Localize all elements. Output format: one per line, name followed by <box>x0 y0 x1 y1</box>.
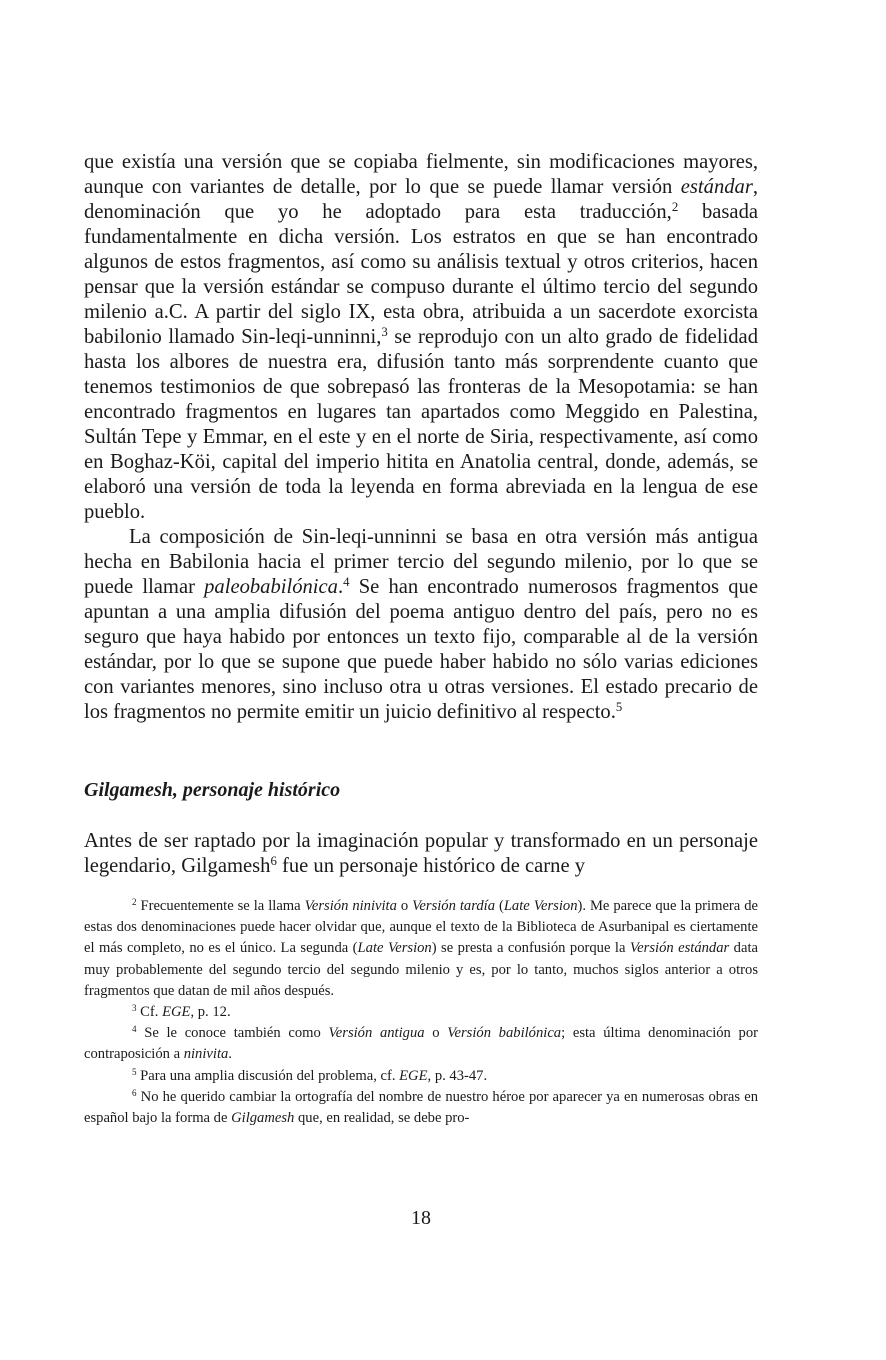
footnote-ref-5[interactable]: 5 <box>615 699 623 714</box>
page-content <box>84 150 758 1129</box>
footnotes <box>84 896 758 1129</box>
footnote-ref-4[interactable]: 4 <box>343 574 350 589</box>
footnote-ref-6[interactable]: 6 <box>270 853 277 868</box>
main-text <box>84 150 758 725</box>
footnote-6: $^6$ No he querido cambiar la ortografía del nombre de nuestro héroe por aparecer ya en numerosas obras en español bajo la forma de Gilgamesh que, en realidad, se debe pro- <box>84 1087 758 1127</box>
footnote-2: $^2$ Frecuentemente se la llama Versión ninivita o Versión tardía (Late Version). Me parece que la primera de estas dos denominaciones puede hacer olvidar que, aunque el texto de la Biblioteca de Asurbanipal es ciertamente el más completo, no es el único. La segunda (Late Version) se presta a confusión porque la Versión estándar data muy probablemente del segundo tercio del segundo milenio y es, por lo tanto, muchos siglos anterior a otros fragmentos que datan de mil años después. <box>84 897 758 999</box>
footnote-3: $^3$ Cf. EGE, p. 12. <box>132 1003 231 1021</box>
footnote-4: $^4$ Se le conoce también como Versión antigua o Versión babilónica; esta última denominación por contraposición a ninivita. <box>84 1024 758 1063</box>
page-number: 18 <box>411 1207 431 1229</box>
section-heading: Gilgamesh, personaje histórico <box>84 779 341 801</box>
footnote-5: $^5$ Para una amplia discusión del problema, cf. EGE, p. 43-47. <box>132 1066 488 1084</box>
paragraph-3: Antes de ser raptado por la imaginación popular y transformado en un personaje legendario, Gilgamesh$^6$ fue un personaje histórico de carne y <box>84 830 758 877</box>
section-body <box>84 829 758 879</box>
footnote-ref-3[interactable]: 3 <box>381 324 388 339</box>
paragraph-2: La composición de Sin-leqi-unninni se basa en otra versión más antigua hecha en Babilonia hacia el primer tercio del segundo milenio, por lo que se puede llamar paleobabilónica.$^4$ Se han encontrado numerosos fragmentos que apuntan a una amplia difusión del poema antiguo dentro del país, pero no es seguro que haya habido por entonces un texto fijo, comparable al de la versión estándar, por lo que se supone que puede haber habido no sólo varias ediciones con variantes menores, sino incluso otra u otras versiones. El estado precario de los fragmentos no permite emitir un juicio definitivo al respecto.$^5$ <box>84 526 758 723</box>
paragraph-1: que existía una versión que se copiaba fielmente, sin modificaciones mayores, aunque con variantes de detalle, por lo que se puede llamar versión estándar, denominación que yo he adoptado para esta traducción,$^2$ basada fundamentalmente en dicha versión. Los estratos en que se han encontrado algunos de estos fragmentos, así como su análisis textual y otros criterios, hacen pensar que la versión estándar se compuso durante el último tercio del segundo milenio a.C. A partir del siglo IX, esta obra, atribuida a un sacerdote exorcista babilonio llamado Sin-leqi-unninni,$^3$ se reprodujo con un alto grado de fidelidad hasta los albores de nuestra era, difusión tanto más sorprendente cuanto que tenemos testimonios de que sobrepasó las fronteras de la Mesopotamia: se han encontrado fragmentos en lugares tan apartados como Meggido en Palestina, Sultán Tepe y Emmar, en el este y en el norte de Siria, respectivamente, así como en Boghaz-Köi, capital del imperio hitita en Anatolia central, donde, además, se elaboró una versión de toda la leyenda en forma abreviada en la lengua de ese pueblo. <box>84 151 759 523</box>
footnote-ref-2[interactable]: 2 <box>671 199 679 214</box>
